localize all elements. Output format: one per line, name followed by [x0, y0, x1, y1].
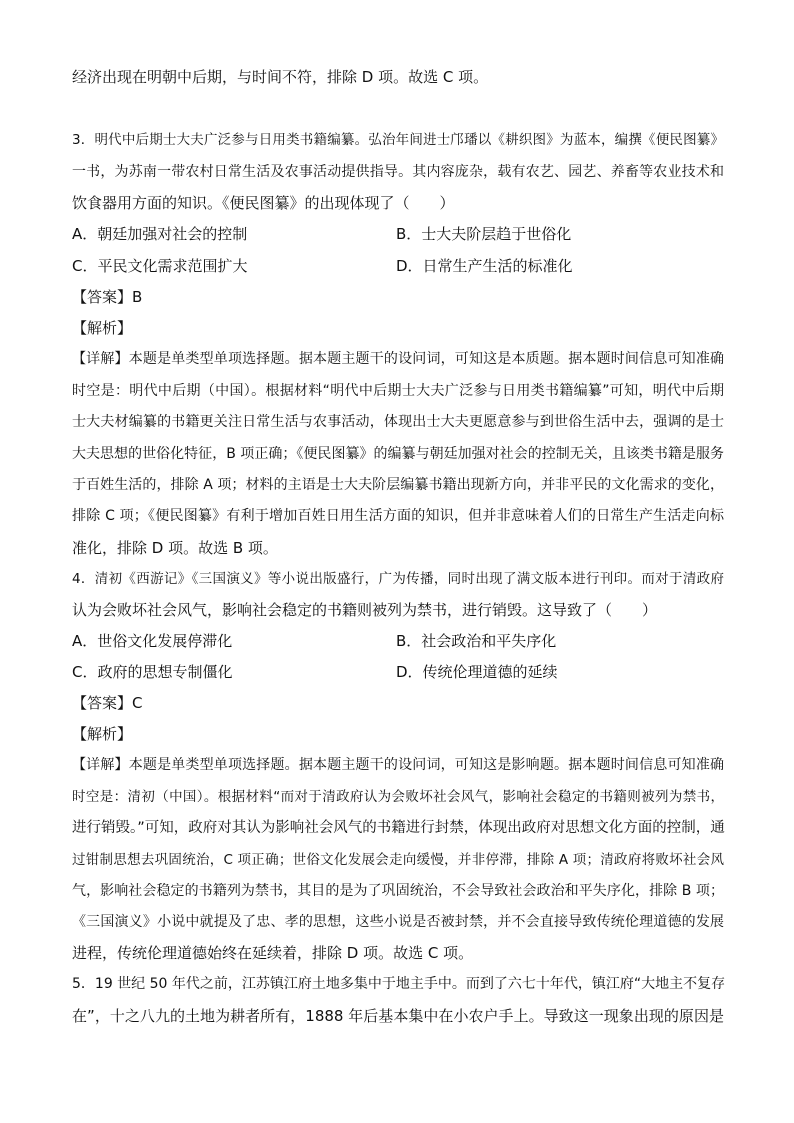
q3-answer: 【答案】B [72, 288, 143, 306]
q4-detail-line-2: 时空是：清初（中国）。根据材料“而对于清政府认为会败坏社会风气，影响社会稳定的书籍则被列为禁书， [72, 789, 724, 805]
q3-option-d: D．日常生产生活的标准化 [396, 257, 573, 275]
q5-stem-line-2: 在”，十之八九的土地为耕者所有，1888 年后基本集中在小农户手上。导致这一现象出现的原因是 [72, 1007, 724, 1025]
q3-detail-line-7: 准化，排除 D 项。故选 B 项。 [72, 539, 278, 557]
q3-detail-line-5: 于百姓生活的，排除 A 项；材料的主语是士大夫阶层编纂书籍出现新方向，并非平民的文化需求的变化， [72, 477, 724, 493]
q3-detail-line-3: 士大夫材编纂的书籍更关注日常生活与农事活动，体现出士大夫更愿意参与到世俗生活中去，强调的是士 [72, 414, 724, 430]
q4-detail-line-7: 进程，传统伦理道德始终在延续着，排除 D 项。故选 C 项。 [72, 944, 474, 962]
q4-stem-line-1: 4．清初《西游记》《三国演义》等小说出版盛行，广为传播，同时出现了满文版本进行刊印。而对于清政府 [72, 571, 724, 587]
q4-detail-line-6: 《三国演义》小说中就提及了忠、孝的思想，这些小说是否被封禁，并不会直接导致传统伦理道德的发展 [72, 914, 724, 930]
q3-option-b: B．士大夫阶层趋于世俗化 [396, 225, 572, 243]
q3-detail-line-4: 大夫思想的世俗化特征，B 项正确；《便民图纂》的编纂与朝廷加强对社会的控制无关，且该类书籍是服务 [72, 446, 724, 462]
q3-analysis-label: 【解析】 [72, 319, 133, 337]
q4-detail-line-4: 过钳制思想去巩固统治，C 项正确；世俗文化发展会走向缓慢，并非停滞，排除 A 项；清政府将败坏社会风 [72, 852, 724, 868]
q4-option-a: A．世俗文化发展停滞化 [72, 632, 233, 650]
q4-detail-line-5: 气，影响社会稳定的书籍列为禁书，其目的是为了巩固统治，不会导致社会政治和平失序化，排除 B 项； [72, 883, 724, 899]
q3-detail-line-2: 时空是：明代中后期（中国）。根据材料“明代中后期士大夫广泛参与日用类书籍编纂”可知，明代中后期 [72, 383, 724, 399]
q4-stem-line-2: 认为会败坏社会风气，影响社会稳定的书籍则被列为禁书，进行销毁。这导致了（ ） [72, 601, 658, 619]
intro-line: 经济出现在明朝中后期，与时间不符，排除 D 项。故选 C 项。 [72, 68, 489, 86]
q4-option-d: D．传统伦理道德的延续 [396, 663, 558, 681]
q5-stem-line-1: 5．19 世纪 50 年代之前，江苏镇江府土地多集中于地主手中。而到了六七十年代，镇江府“大地主不复存 [72, 976, 726, 992]
q4-option-b: B．社会政治和平失序化 [396, 632, 557, 650]
q4-option-c: C．政府的思想专制僵化 [72, 663, 233, 681]
q3-option-a: A．朝廷加强对社会的控制 [72, 225, 248, 243]
q3-option-c: C．平民文化需求范围扩大 [72, 257, 248, 275]
q4-detail-line-3: 进行销毁。”可知，政府对其认为影响社会风气的书籍进行封禁，体现出政府对思想文化方面的控制，通 [72, 820, 725, 836]
q3-stem-line-1: 3．明代中后期士大夫广泛参与日用类书籍编纂。弘治年间进士邝璠以《耕织图》为蓝本，编撰《便民图纂》 [72, 132, 724, 148]
q3-stem-line-3: 饮食器用方面的知识。《便民图纂》的出现体现了（ ） [72, 194, 455, 212]
q3-detail-line-1: 【详解】本题是单类型单项选择题。据本题主题干的设问词，可知这是本质题。据本题时间信息可知准确 [72, 351, 724, 367]
q4-analysis-label: 【解析】 [72, 725, 133, 743]
q4-answer: 【答案】C [72, 694, 143, 712]
q3-stem-line-2: 一书，为苏南一带农村日常生活及农事活动提供指导。其内容庞杂，载有农艺、园艺、养畜等农业技术和 [72, 164, 724, 180]
q3-detail-line-6: 排除 C 项；《便民图纂》有利于增加百姓日用生活方面的知识，但并非意味着人们的日常生产生活走向标 [72, 508, 724, 524]
q4-detail-line-1: 【详解】本题是单类型单项选择题。据本题主题干的设问词，可知这是影响题。据本题时间信息可知准确 [72, 757, 724, 773]
